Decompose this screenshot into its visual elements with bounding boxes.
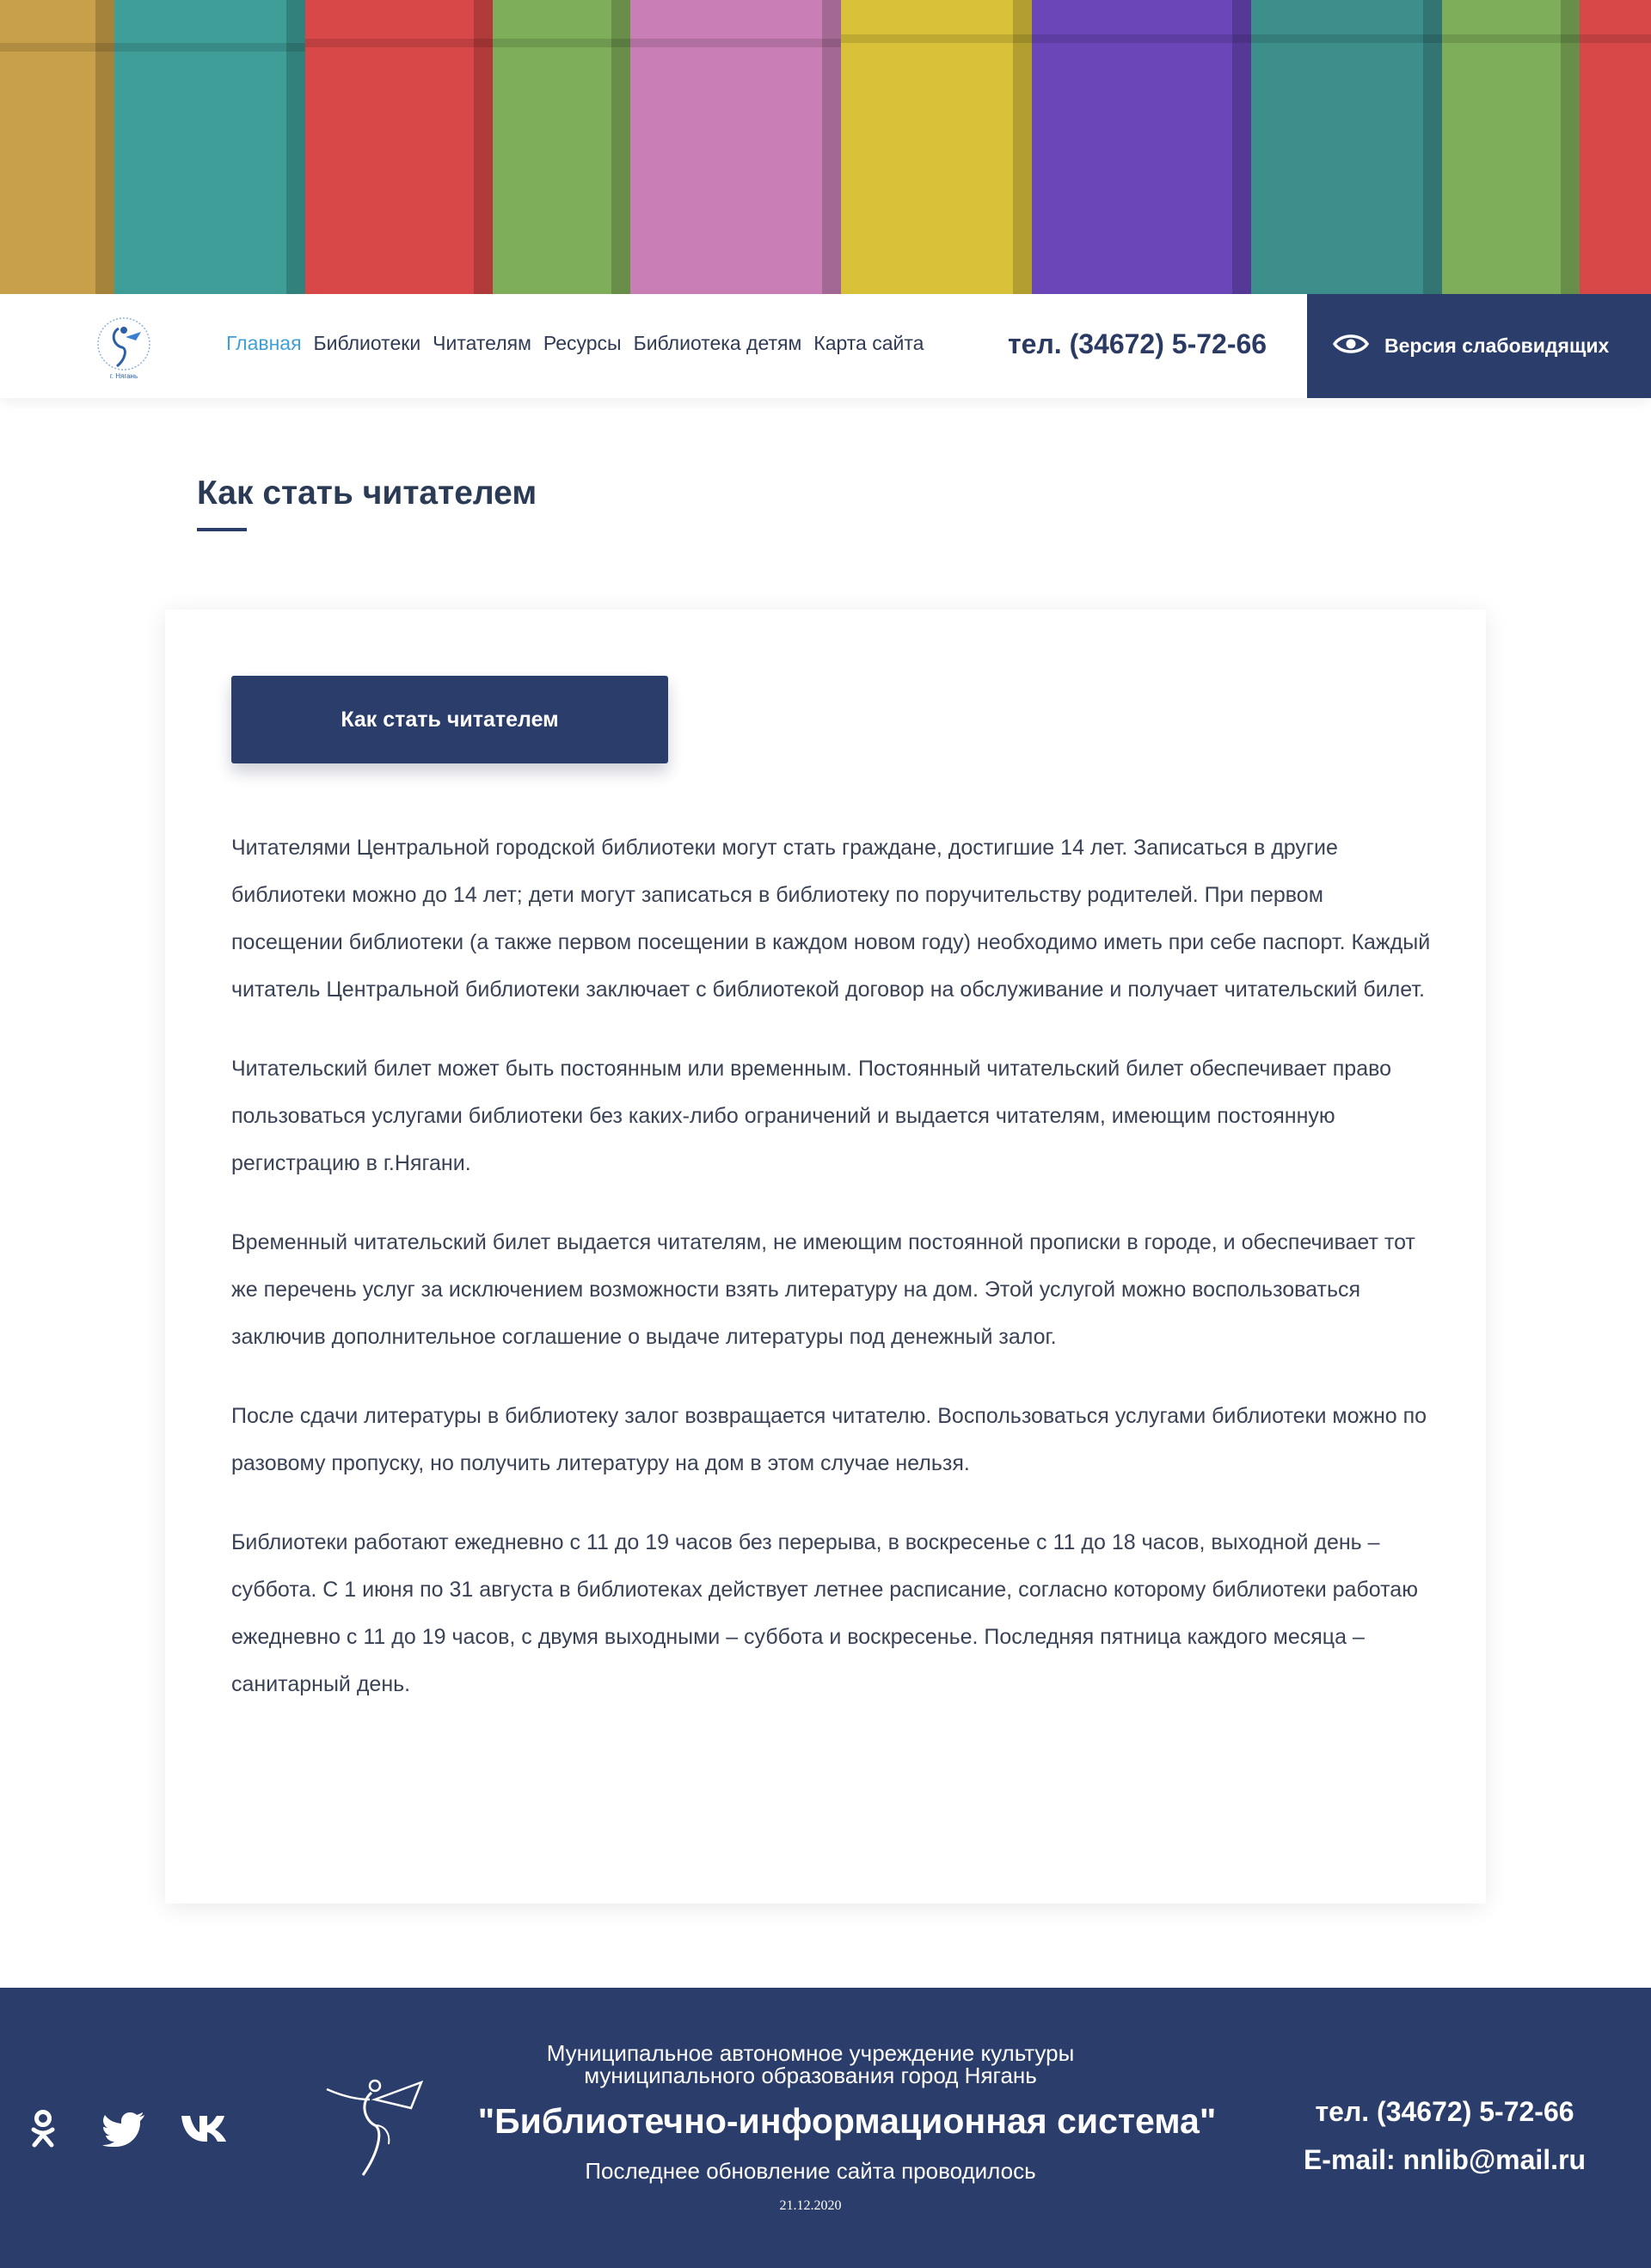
book-spine <box>114 0 305 294</box>
paragraph: Читателями Центральной городской библиотеки могут стать граждане, достигшие 14 лет. Записаться в другие библиотеки можно до 14 лет; дети могут записаться в библиотеку по поручительству родителей. При первом посещении библиотеки (а также первом посещении в каждом новом году) необходимо иметь при себе паспорт. Каждый читатель Центральной библиотеки заключает с библиотекой договор на обслуживание и получает читательский билет. <box>231 836 1431 1002</box>
paragraph: Временный читательский билет выдается читателям, не имеющим постоянной прописки в городе, и обеспечивает тот же перечень услуг за исключением возможности взять литературу на дом. Этой услугой можно воспользоваться заключив дополнительное соглашение о выдаче литературы под денежный залог. <box>231 1230 1415 1349</box>
book-spine <box>1580 0 1651 294</box>
site-footer <box>0 1988 1651 2268</box>
main-nav <box>226 332 924 355</box>
org-line-2: муниципального образования город Нягань <box>584 2063 1037 2088</box>
org-name: "Библиотечно-информационная система" <box>477 2101 1217 2141</box>
book-spine <box>493 0 630 294</box>
low-vision-label: Версия слабовидящих <box>1384 334 1610 357</box>
book-spine <box>0 0 114 294</box>
nav-item-readers[interactable]: Читателям <box>433 332 531 354</box>
book-spine <box>630 0 841 294</box>
last-update-label: Последнее обновление сайта проводилось <box>585 2158 1036 2184</box>
logo-caption: г. Нягань <box>109 372 138 380</box>
nav-item-home[interactable]: Главная <box>226 332 302 354</box>
vk-icon[interactable] <box>179 2108 237 2149</box>
book-spine <box>305 0 493 294</box>
page-title: Как стать читателем <box>197 475 537 512</box>
book-spine <box>1251 0 1442 294</box>
footer-phone[interactable]: тел. (34672) 5-72-66 <box>1315 2096 1574 2127</box>
header-phone[interactable]: тел. (34672) 5-72-66 <box>1008 328 1267 359</box>
site-header <box>0 294 1651 398</box>
book-spine <box>1032 0 1251 294</box>
nav-item-libraries[interactable]: Библиотеки <box>313 332 421 354</box>
paragraph: Читательский билет может быть постоянным или временным. Постоянный читательский билет обеспечивает право пользоваться услугами библиотеки без каких-либо ограничений и выдается читателям, имеющим постоянную регистрацию в г.Нягани. <box>231 1057 1392 1175</box>
hero-banner <box>0 0 1651 294</box>
nav-item-kids[interactable]: Библиотека детям <box>633 332 802 354</box>
content-card <box>165 610 1486 1903</box>
paragraph: После сдачи литературы в библиотеку залог возвращается читателю. Воспользоваться услугами библиотеки можно по разовому пропуску, но получить литературу на дом в этом случае нельзя. <box>231 1404 1427 1475</box>
site-logo[interactable] <box>84 315 163 380</box>
footer-email[interactable]: E-mail: nnlib@mail.ru <box>1303 2144 1587 2175</box>
book-spine <box>841 0 1032 294</box>
odnoklassniki-icon[interactable] <box>28 2108 58 2149</box>
nav-item-sitemap[interactable]: Карта сайта <box>813 332 924 354</box>
last-update-date: 21.12.2020 <box>779 2198 842 2213</box>
eye-icon <box>1333 331 1369 361</box>
org-line-1: Муниципальное автономное учреждение культуры <box>546 2040 1075 2066</box>
book-spine <box>1442 0 1580 294</box>
twitter-icon[interactable] <box>101 2108 146 2149</box>
content-text <box>231 824 1435 1740</box>
paragraph: Библиотеки работают ежедневно с 11 до 19 часов без перерыва, в воскресенье с 11 до 18 часов, выходной день – суббота. С 1 июня по 31 августа в библиотеках действует летнее расписание, согласно которому библиотеки работаю ежедневно с 11 до 19 часов, с двумя выходными – суббота и воскресенье. Последняя пятница каждого месяца – санитарный день. <box>231 1530 1418 1696</box>
title-underline <box>197 528 247 531</box>
low-vision-button[interactable] <box>1307 294 1651 398</box>
nav-item-resources[interactable]: Ресурсы <box>543 332 622 354</box>
become-reader-button[interactable]: Как стать читателем <box>231 676 668 763</box>
